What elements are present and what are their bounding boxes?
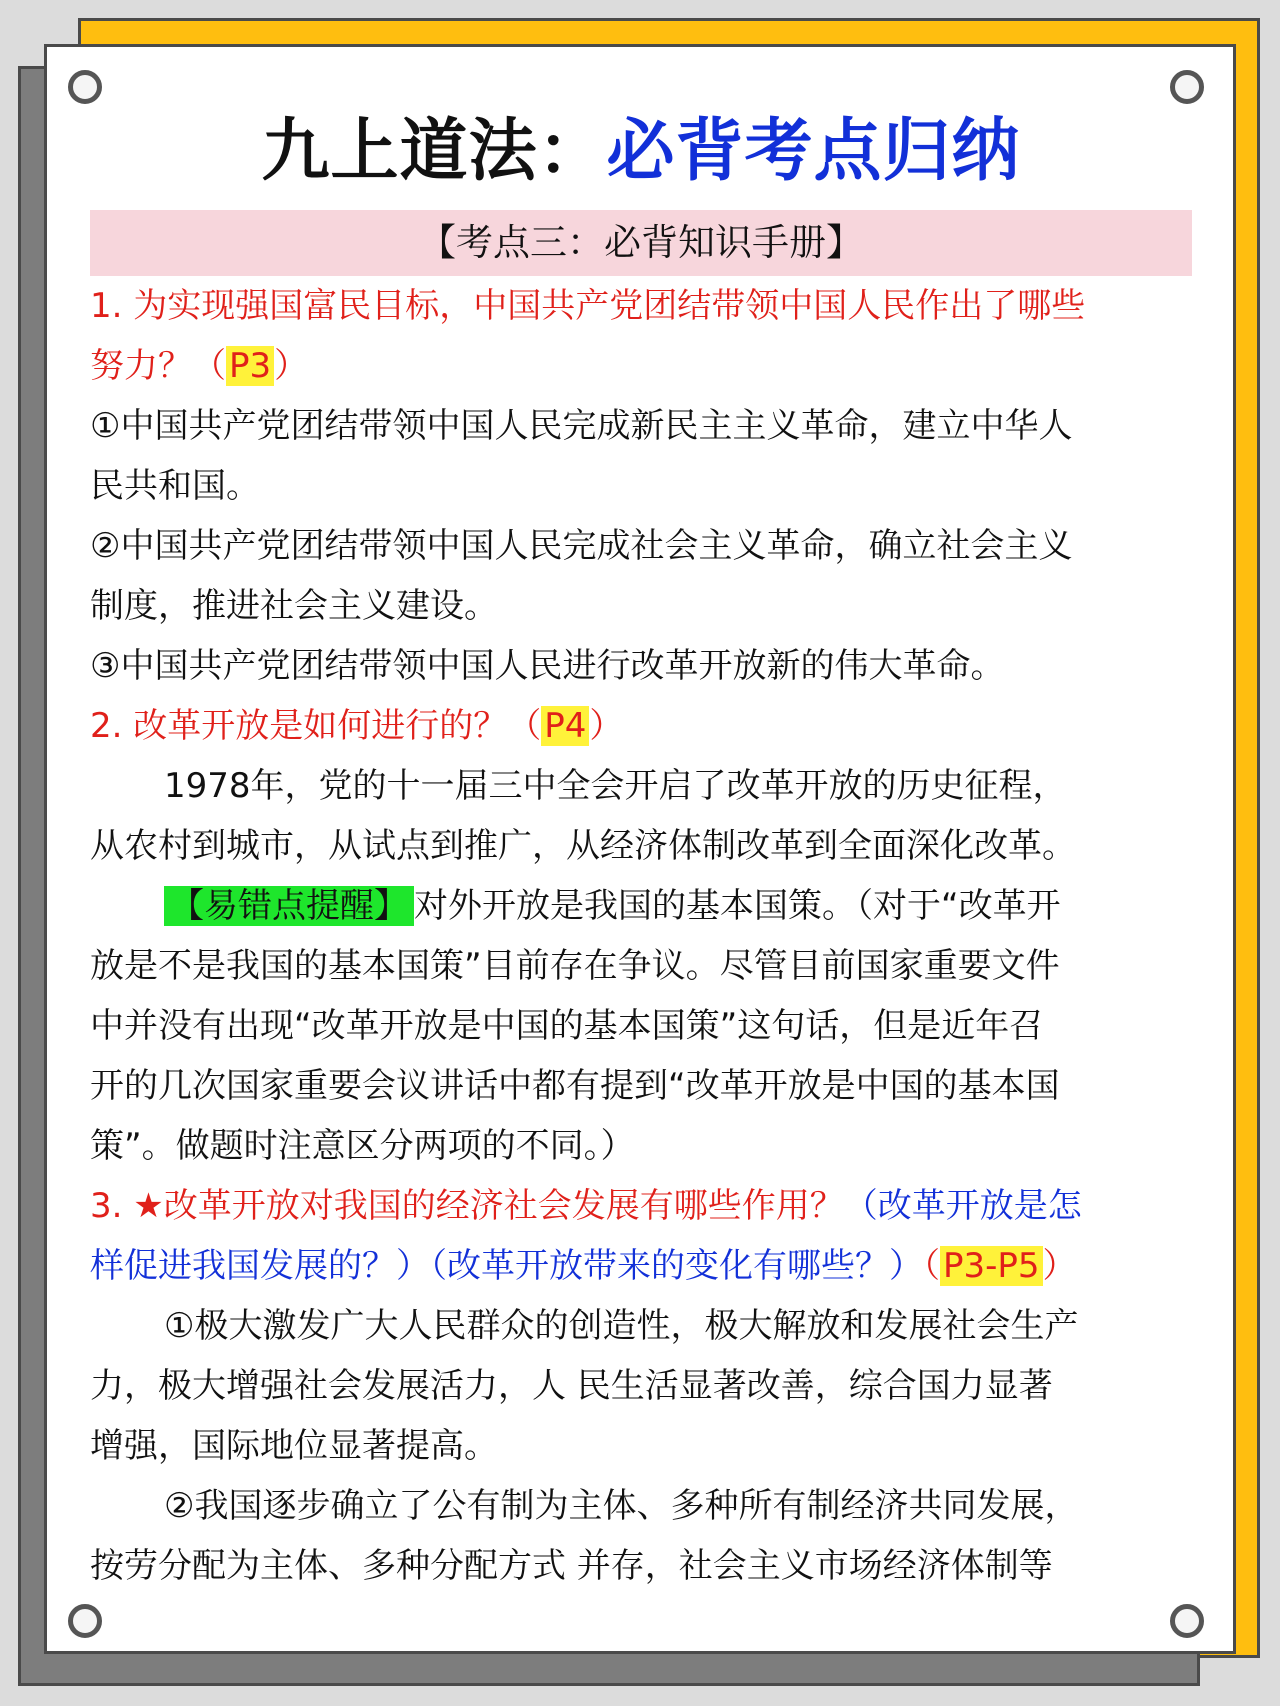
page-ref-badge: P4 — [541, 706, 589, 746]
answer-3-line-2: 力，极大增强社会发展活力，人 民生活显著改善，综合国力显著 — [90, 1366, 1053, 1406]
answer-2-line-5: 中并没有出现“改革开放是中国的基本国策”这句话，但是近年召 — [90, 1006, 1044, 1046]
page-ref-badge: P3-P5 — [940, 1246, 1043, 1286]
answer-1-line-3: ②中国共产党团结带领中国人民完成社会主义革命，确立社会主义 — [90, 526, 1073, 566]
mistake-tip-label: 【易错点提醒】 — [164, 886, 414, 926]
page-title — [90, 100, 1192, 204]
question-3-line-2 — [90, 1236, 1192, 1296]
answer-1-line-5: ③中国共产党团结带领中国人民进行改革开放新的伟大革命。 — [90, 646, 1005, 686]
binder-hole-top-left — [68, 70, 102, 104]
answer-2-line-7: 策”。做题时注意区分两项的不同。） — [90, 1126, 635, 1166]
title-prefix: 九上道法： — [261, 112, 607, 191]
question-1-close: ） — [274, 346, 309, 386]
question-1-line-2 — [90, 336, 1192, 396]
section-banner: 【考点三：必背知识手册】 — [90, 210, 1192, 276]
question-1-line-1: 1. 为实现强国富民目标，中国共产党团结带领中国人民作出了哪些 — [90, 286, 1086, 326]
question-3-close: ） — [1042, 1246, 1077, 1286]
question-3-alt-2: 样促进我国发展的？）（改革开放带来的变化有哪些？） — [90, 1246, 923, 1286]
answer-3-line-3: 增强，国际地位显著提高。 — [90, 1426, 498, 1466]
answer-3-line-1: ①极大激发广大人民群众的创造性，极大解放和发展社会生产 — [164, 1306, 1079, 1346]
answer-1-line-4: 制度，推进社会主义建设。 — [90, 586, 498, 626]
answer-2-line-1: 1978年，党的十一届三中全会开启了改革开放的历史征程， — [164, 766, 1067, 806]
binder-hole-bottom-right — [1170, 1604, 1204, 1638]
answer-2-line-3 — [90, 876, 1192, 936]
binder-hole-bottom-left — [68, 1604, 102, 1638]
question-2-text: 2. 改革开放是如何进行的？（ — [90, 706, 542, 746]
question-1-text: 努力？（ — [90, 346, 226, 386]
question-2-close: ） — [589, 706, 624, 746]
answer-2-line-2: 从农村到城市，从试点到推广，从经济体制改革到全面深化改革。 — [90, 826, 1076, 866]
page-content — [90, 100, 1192, 1596]
answer-3-line-4: ②我国逐步确立了公有制为主体、多种所有制经济共同发展， — [164, 1486, 1079, 1526]
answer-1-line-1: ①中国共产党团结带领中国人民完成新民主主义革命，建立中华人 — [90, 406, 1073, 446]
question-3-line-1 — [90, 1176, 1192, 1236]
mistake-tip-text: 对外开放是我国的基本国策。（对于“改革开 — [414, 886, 1061, 926]
question-3-alt-1: （改革开放是怎 — [843, 1186, 1082, 1226]
binder-hole-top-right — [1170, 70, 1204, 104]
question-2 — [90, 696, 1192, 756]
question-3-open: （ — [923, 1246, 940, 1286]
answer-2-line-4: 放是不是我国的基本国策”目前存在争议。尽管目前国家重要文件 — [90, 946, 1060, 986]
title-highlight: 必背考点归纳 — [606, 112, 1021, 191]
page-ref-badge: P3 — [226, 346, 274, 386]
answer-1-line-2: 民共和国。 — [90, 466, 260, 506]
answer-3-line-5: 按劳分配为主体、多种分配方式 并存，社会主义市场经济体制等 — [90, 1546, 1053, 1586]
answer-2-line-6: 开的几次国家重要会议讲话中都有提到“改革开放是中国的基本国 — [90, 1066, 1060, 1106]
question-3-text: 3. ★改革开放对我国的经济社会发展有哪些作用？ — [90, 1186, 844, 1226]
